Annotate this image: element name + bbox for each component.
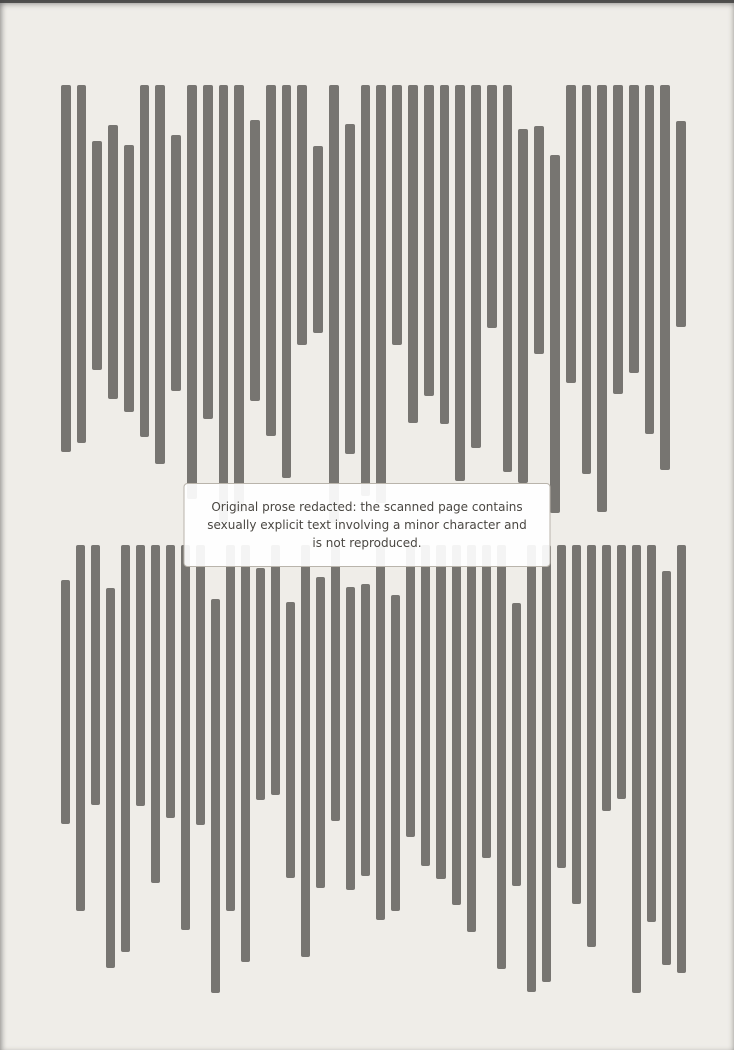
redacted-text-column xyxy=(61,580,70,824)
redacted-text-column xyxy=(108,125,118,399)
redacted-text-column xyxy=(271,545,280,795)
redacted-text-column xyxy=(313,146,323,333)
redacted-text-column xyxy=(566,85,576,383)
redacted-text-column xyxy=(345,124,355,454)
redacted-text-column xyxy=(421,545,430,866)
redacted-text-column xyxy=(482,545,491,858)
redacted-text-column xyxy=(676,121,686,327)
redacted-text-column xyxy=(376,545,385,920)
redacted-text-column xyxy=(346,587,355,890)
redacted-text-column xyxy=(250,120,260,401)
redacted-text-column xyxy=(467,545,476,932)
redacted-text-column xyxy=(392,85,402,345)
redacted-text-column xyxy=(181,545,190,930)
redacted-text-column xyxy=(677,545,686,973)
redacted-text-column xyxy=(518,129,528,483)
redacted-text-column xyxy=(106,588,115,968)
redacted-text-column xyxy=(361,85,371,496)
redacted-text-column xyxy=(572,545,581,904)
redacted-text-column xyxy=(660,85,670,470)
redacted-text-column xyxy=(297,85,307,345)
redacted-text-column xyxy=(226,545,235,911)
redacted-text-column xyxy=(597,85,607,512)
redacted-text-column xyxy=(234,85,244,512)
scan-edge xyxy=(0,0,734,3)
redacted-text-column xyxy=(424,85,434,396)
redacted-text-column xyxy=(440,85,450,424)
redacted-text-column xyxy=(282,85,292,478)
redacted-text-column xyxy=(455,85,465,481)
redacted-text-column xyxy=(376,85,386,503)
redacted-text-column xyxy=(662,571,671,965)
redacted-text-column xyxy=(203,85,213,419)
redacted-text-column xyxy=(361,584,370,876)
redacted-text-column xyxy=(136,545,145,806)
redacted-text-column xyxy=(471,85,481,448)
redacted-text-column xyxy=(629,85,639,373)
redacted-text-column xyxy=(391,595,400,911)
redacted-text-column xyxy=(171,135,181,391)
redacted-text-column xyxy=(503,85,513,472)
redacted-text-column xyxy=(77,85,87,443)
redacted-text-column xyxy=(196,545,205,825)
redaction-note: Original prose redacted: the scanned page contains sexually explicit text involving a minor character and is not reproduced. xyxy=(184,483,551,567)
redacted-text-column xyxy=(316,577,325,888)
redacted-text-column xyxy=(92,141,102,370)
redacted-text-column xyxy=(241,545,250,962)
redacted-text-column xyxy=(331,545,340,821)
redacted-text-column xyxy=(527,545,536,992)
redacted-text-column xyxy=(140,85,150,437)
redacted-text-column xyxy=(602,545,611,811)
top-text-block xyxy=(61,85,686,525)
redacted-text-column xyxy=(187,85,197,499)
redacted-text-column xyxy=(91,545,100,805)
redacted-text-column xyxy=(550,155,560,513)
redacted-text-column xyxy=(256,568,265,800)
redacted-text-column xyxy=(587,545,596,947)
redacted-text-column xyxy=(211,599,220,993)
bottom-text-block xyxy=(61,545,686,995)
redacted-text-column xyxy=(329,85,339,523)
redacted-text-column xyxy=(512,603,521,886)
redacted-text-column xyxy=(151,545,160,883)
redacted-text-column xyxy=(617,545,626,799)
redacted-text-column xyxy=(406,545,415,837)
redacted-text-column xyxy=(121,545,130,952)
redacted-text-column xyxy=(166,545,175,818)
redacted-text-column xyxy=(647,545,656,922)
redacted-text-column xyxy=(497,545,506,969)
redacted-text-column xyxy=(534,126,544,354)
redacted-text-column xyxy=(452,545,461,905)
redacted-text-column xyxy=(613,85,623,394)
redacted-text-column xyxy=(301,545,310,957)
redacted-text-column xyxy=(266,85,276,436)
redacted-text-column xyxy=(582,85,592,474)
redacted-text-column xyxy=(286,602,295,878)
redacted-text-column xyxy=(645,85,655,434)
redacted-text-column xyxy=(632,545,641,993)
redacted-text-column xyxy=(219,85,229,522)
redacted-text-column xyxy=(61,85,71,452)
redacted-text-column xyxy=(155,85,165,464)
redacted-text-column xyxy=(487,85,497,328)
redacted-text-column xyxy=(557,545,566,868)
redacted-text-column xyxy=(436,545,445,879)
redacted-text-column xyxy=(408,85,418,423)
redacted-text-column xyxy=(542,545,551,982)
redacted-text-column xyxy=(124,145,134,412)
redacted-text-column xyxy=(76,545,85,911)
